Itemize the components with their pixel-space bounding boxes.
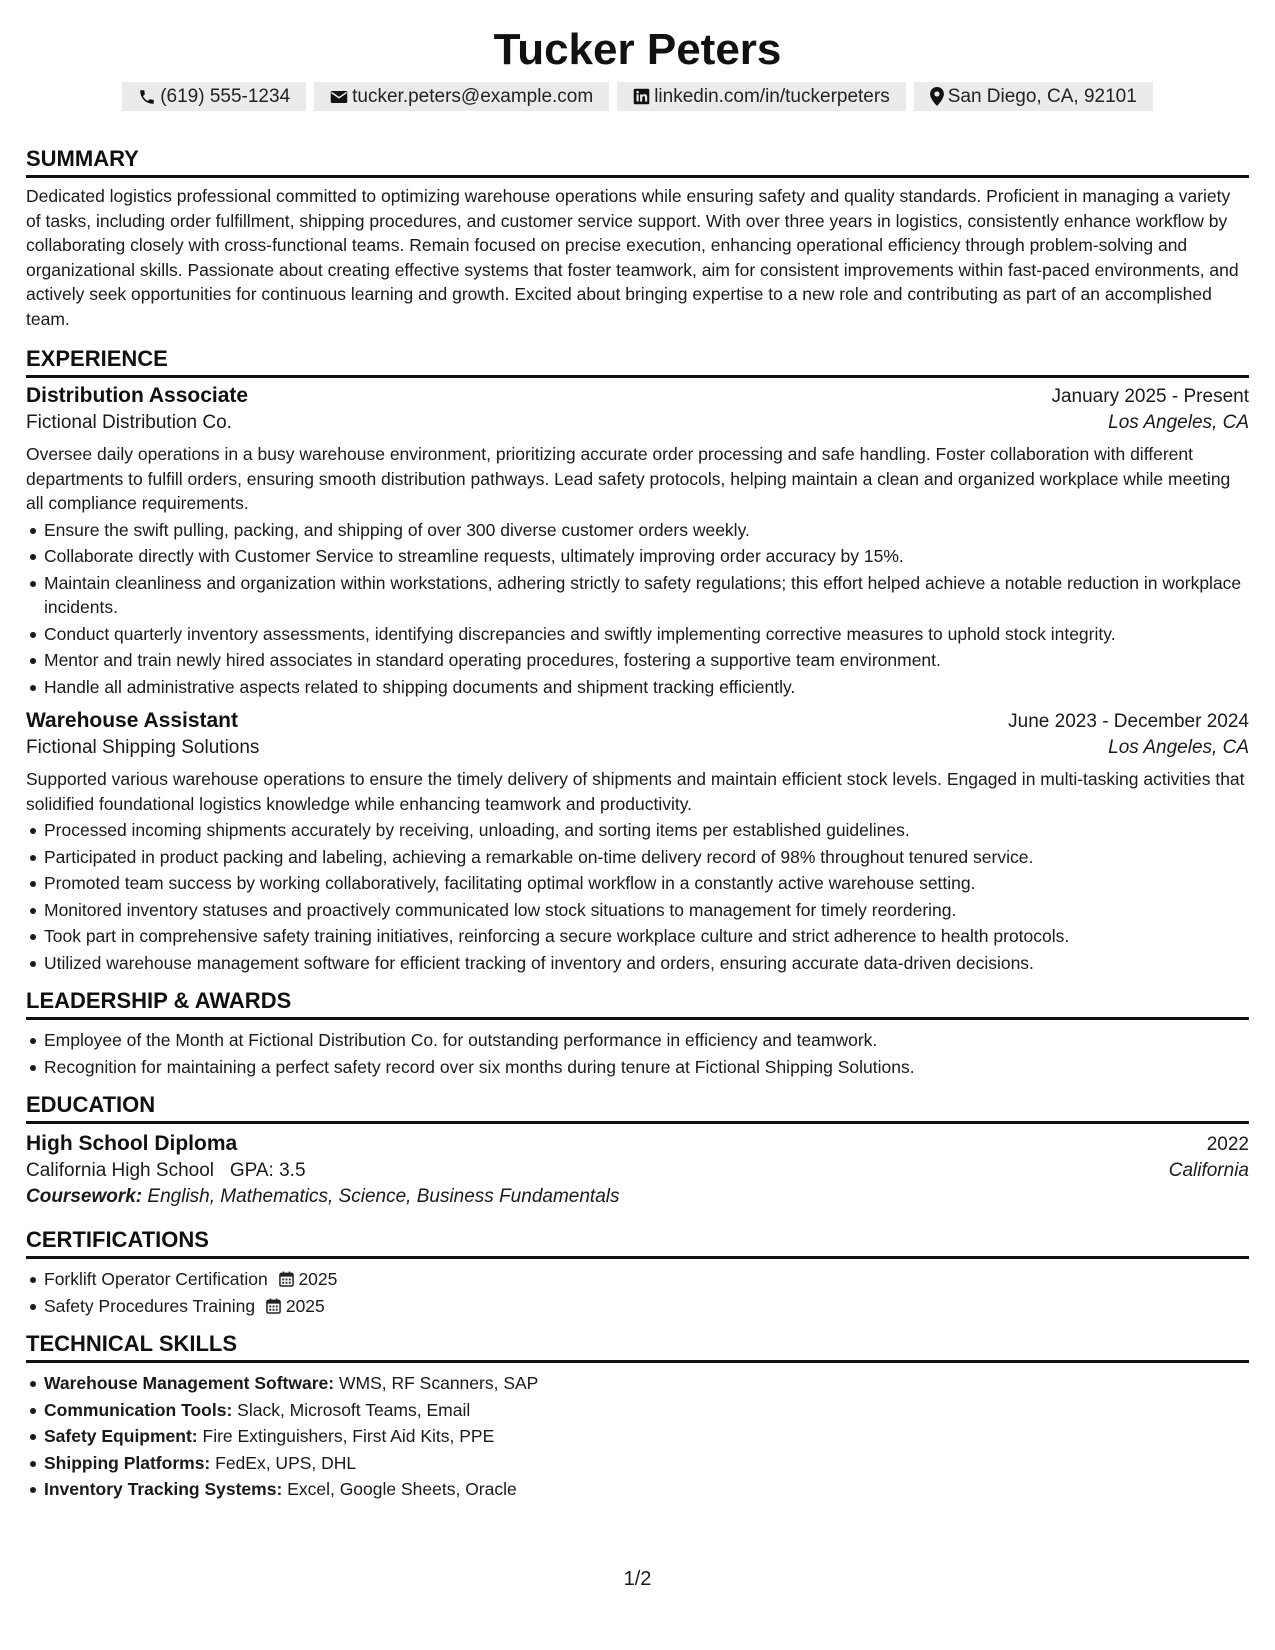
contact-email[interactable]	[314, 82, 609, 111]
certification-year: 2025	[285, 1295, 325, 1316]
skill-label: Inventory Tracking Systems:	[44, 1479, 283, 1499]
education-section	[26, 1091, 1249, 1208]
job-description: Supported various warehouse operations to ensure the timely delivery of shipments and maintain efficient stock levels. Engaged in multi-tasking activities that solidified foundational logistics knowledge while enhancing teamwork and productivity.	[26, 769, 1245, 814]
envelope-icon	[330, 89, 348, 105]
certifications-heading: CERTIFICATIONS	[26, 1226, 1249, 1259]
job-title: Distribution Associate	[26, 384, 249, 407]
summary-heading: SUMMARY	[26, 145, 1249, 178]
list-item: Employee of the Month at Fictional Distribution Co. for outstanding performance in efficiency and teamwork.	[26, 1028, 1249, 1053]
skills-list	[26, 1371, 1249, 1502]
job-location: Los Angeles, CA	[1108, 737, 1249, 758]
school-name: California High School	[26, 1160, 214, 1181]
certifications-list	[26, 1267, 1249, 1318]
job-dates: June 2023 - December 2024	[1008, 711, 1249, 732]
list-item	[26, 1451, 1249, 1476]
list-item: Took part in comprehensive safety training initiatives, reinforcing a secure workplace culture and strict adherence to health protocols.	[26, 924, 1249, 949]
job-bullets	[26, 518, 1249, 700]
education-heading: EDUCATION	[26, 1091, 1249, 1124]
awards-list	[26, 1028, 1249, 1079]
list-item: Processed incoming shipments accurately by receiving, unloading, and sorting items per established guidelines.	[26, 818, 1249, 843]
job-description: Oversee daily operations in a busy warehouse environment, prioritizing accurate order processing and safe handling. Foster collaboration with different departments to fulfill orders, ensuring smooth distribution pathways. Lead safety protocols, helping maintain a clean and organized workplace while meeting all compliance requirements.	[26, 444, 1231, 513]
list-item: Maintain cleanliness and organization within workstations, adhering strictly to safety regulations; this effort helped achieve a notable reduction in workplace incidents.	[26, 571, 1249, 620]
contact-phone[interactable]	[122, 82, 306, 111]
job-dates: January 2025 - Present	[1051, 386, 1249, 407]
job-entry	[26, 709, 1249, 975]
degree-name: High School Diploma	[26, 1132, 238, 1155]
coursework-label: Coursework:	[26, 1186, 143, 1207]
summary-section	[26, 145, 1249, 331]
coursework-text: English, Mathematics, Science, Business Fundamentals	[147, 1186, 620, 1207]
list-item	[26, 1477, 1249, 1502]
page-number: 1/2	[623, 1568, 652, 1590]
certification-year: 2025	[298, 1269, 338, 1289]
awards-section	[26, 987, 1249, 1079]
job-title: Warehouse Assistant	[26, 709, 238, 732]
list-item: Conduct quarterly inventory assessments, identifying discrepancies and swiftly implementing corrective measures to uphold stock integrity.	[26, 622, 1249, 647]
experience-section	[26, 345, 1249, 975]
list-item: Mentor and train newly hired associates in standard operating procedures, fostering a supportive team environment.	[26, 648, 1249, 673]
list-item: Collaborate directly with Customer Service to streamline requests, ultimately improving order accuracy by 15%.	[26, 544, 1249, 569]
job-company: Fictional Distribution Co.	[26, 412, 232, 433]
skill-value: WMS, RF Scanners, SAP	[338, 1373, 539, 1393]
skills-heading: TECHNICAL SKILLS	[26, 1330, 1249, 1363]
list-item: Promoted team success by working collaboratively, facilitating optimal workflow in a constantly active warehouse setting.	[26, 871, 1249, 896]
skill-value: FedEx, UPS, DHL	[215, 1452, 357, 1473]
linkedin-icon	[633, 88, 650, 105]
candidate-name: Tucker Peters	[493, 25, 782, 74]
phone-text: (619) 555-1234	[160, 86, 291, 107]
skill-label: Warehouse Management Software:	[44, 1373, 335, 1393]
coursework	[26, 1186, 1249, 1208]
awards-heading: LEADERSHIP & AWARDS	[26, 987, 1249, 1020]
email-text: tucker.peters@example.com	[352, 86, 594, 107]
certification-name: Forklift Operator Certification	[44, 1269, 268, 1289]
list-item: Participated in product packing and labeling, achieving a remarkable on-time delivery record of 98% throughout tenured service.	[26, 845, 1249, 870]
skill-label: Communication Tools:	[44, 1399, 233, 1420]
skill-value: Excel, Google Sheets, Oracle	[287, 1479, 517, 1499]
list-item	[26, 1294, 1249, 1319]
calendar-icon	[279, 1267, 294, 1292]
experience-heading: EXPERIENCE	[26, 345, 1249, 378]
skills-section	[26, 1330, 1249, 1502]
list-item: Recognition for maintaining a perfect safety record over six months during tenure at Fictional Shipping Solutions.	[26, 1055, 1249, 1080]
contact-linkedin[interactable]	[617, 82, 906, 111]
skill-value: Slack, Microsoft Teams, Email	[237, 1399, 471, 1420]
calendar-icon	[266, 1294, 281, 1319]
school-location: California	[1168, 1160, 1249, 1181]
list-item	[26, 1424, 1249, 1449]
list-item: Handle all administrative aspects related to shipping documents and shipment tracking efficiently.	[26, 675, 1249, 700]
job-company: Fictional Shipping Solutions	[26, 737, 260, 758]
list-item	[26, 1371, 1249, 1396]
job-bullets	[26, 818, 1249, 975]
certification-name: Safety Procedures Training	[44, 1295, 256, 1316]
linkedin-text: linkedin.com/in/tuckerpeters	[654, 86, 890, 107]
list-item	[26, 1398, 1249, 1423]
summary-text: Dedicated logistics professional committed to optimizing warehouse operations while ensuring safety and quality standards. Proficient in managing a variety of tasks, including order fulfillment, shipping procedures, and customer service support. With over three years in logistics, consistently enhance workflow by collaborating closely with cross-functional teams. Remain focused on precise execution, enhancing operational efficiency through problem-solving and organizational skills. Passionate about creating effective systems that foster teamwork, aim for consistent improvements within fast-paced environments, and actively seek opportunities for continuous learning and growth. Excited about bringing expertise to a new role and contributing as part of an accomplished team.	[26, 186, 1239, 329]
list-item: Ensure the swift pulling, packing, and shipping of over 300 diverse customer orders weekly.	[26, 518, 1249, 543]
job-entry	[26, 384, 1249, 699]
location-text: San Diego, CA, 92101	[947, 86, 1137, 107]
graduation-year: 2022	[1206, 1134, 1249, 1155]
contact-bar	[26, 82, 1249, 111]
list-item	[26, 1267, 1249, 1292]
skill-label: Safety Equipment:	[44, 1426, 198, 1446]
skill-label: Shipping Platforms:	[44, 1452, 211, 1473]
job-location: Los Angeles, CA	[1108, 412, 1249, 433]
list-item: Monitored inventory statuses and proactively communicated low stock situations to management for timely reordering.	[26, 898, 1249, 923]
gpa: GPA: 3.5	[229, 1160, 306, 1181]
phone-icon	[138, 88, 156, 106]
skill-value: Fire Extinguishers, First Aid Kits, PPE	[202, 1426, 495, 1446]
resume-page	[26, 0, 1249, 1504]
contact-location	[914, 82, 1153, 111]
certifications-section	[26, 1226, 1249, 1318]
list-item: Utilized warehouse management software for efficient tracking of inventory and orders, ensuring accurate data-driven decisions.	[26, 951, 1249, 976]
map-pin-icon	[930, 87, 944, 106]
